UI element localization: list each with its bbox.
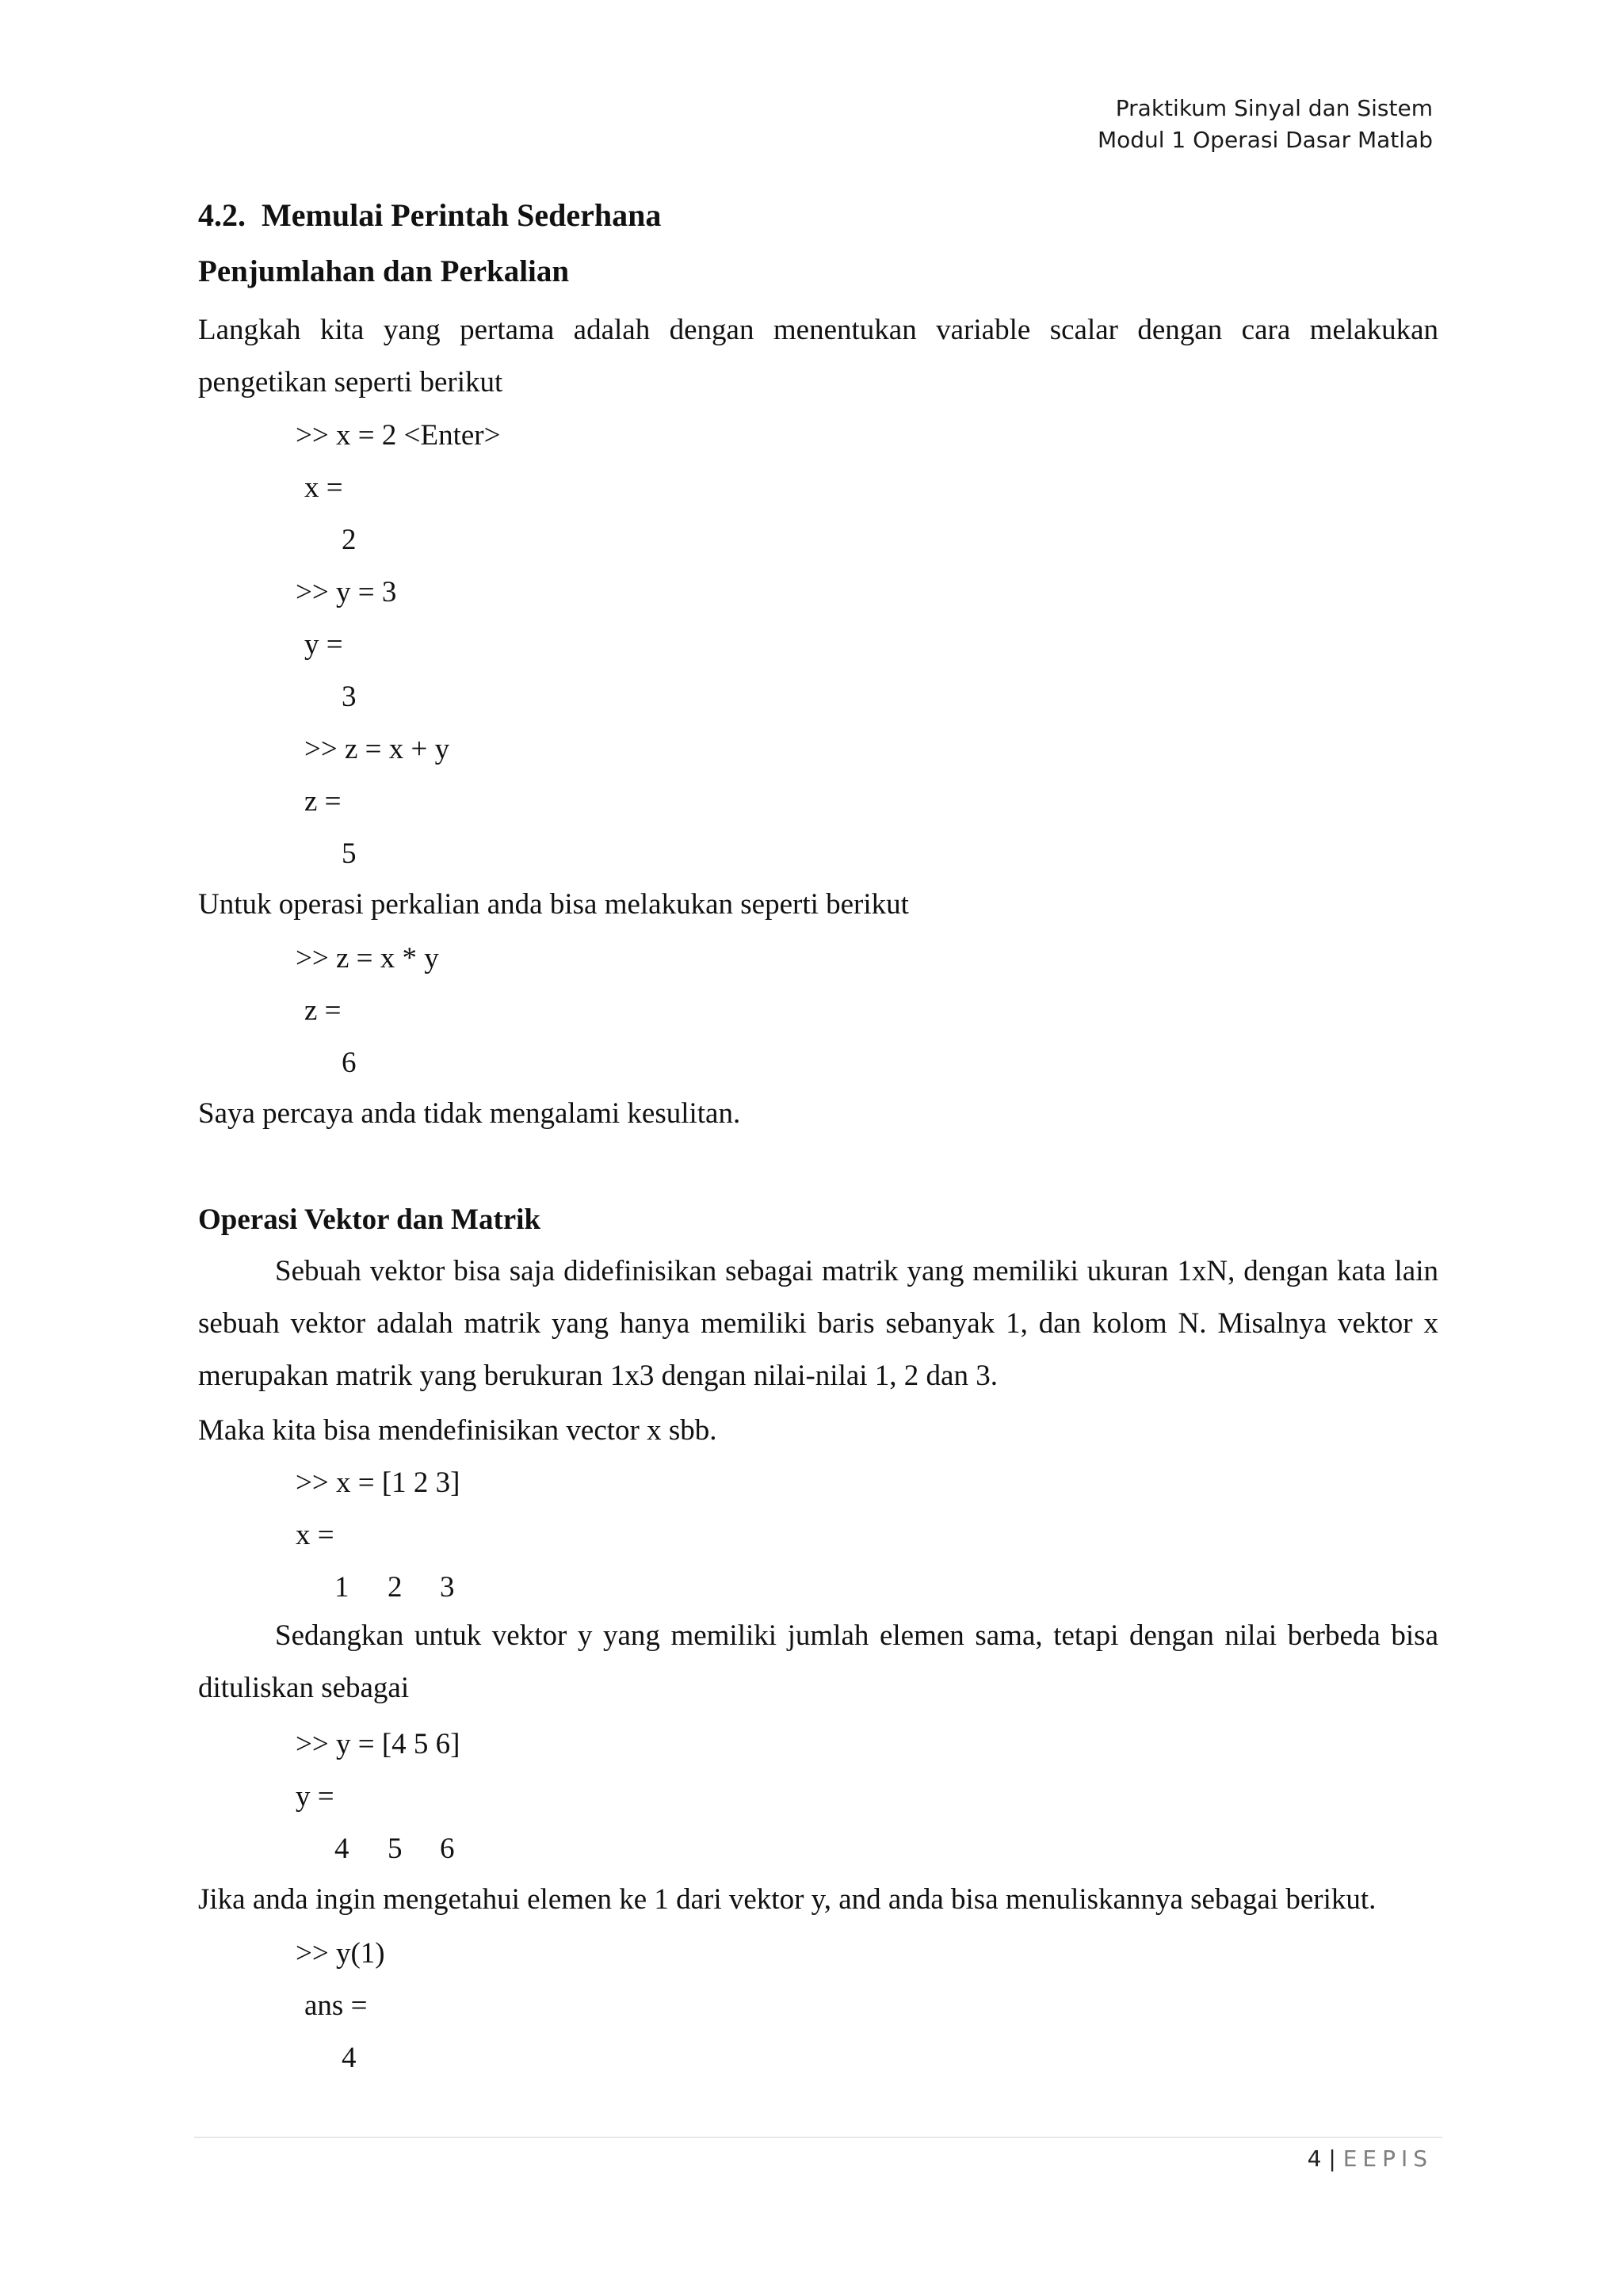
vector-definition-sentence: Maka kita bisa mendefinisikan vector x sbb. bbox=[198, 1414, 717, 1447]
section-title: 4.2. Memulai Perintah Sederhana bbox=[198, 197, 662, 233]
multiplication-intro: Untuk operasi perkalian anda bisa melakukan seperti berikut bbox=[198, 888, 909, 921]
code-output-value: 2 bbox=[388, 1571, 403, 1604]
code-line: 4 bbox=[342, 2042, 357, 2074]
code-line: >> z = x + y bbox=[304, 733, 450, 765]
code-output-value: 1 bbox=[334, 1571, 349, 1604]
vector-paragraph: Sebuah vektor bisa saja didefinisikan sebagai matrik yang memiliki ukuran 1xN, dengan kata lain sebuah vektor adalah matrik yang hanya memiliki baris sebanyak 1, dan kolom N. Misalnya vektor x merupakan matrik yang berukuran 1x3 dengan nilai-nilai 1, 2 dan 3. bbox=[198, 1255, 1438, 1392]
page-footer bbox=[1308, 2145, 1433, 2172]
code-line: z = bbox=[304, 994, 342, 1027]
code-line: >> x = 2 <Enter> bbox=[296, 419, 501, 452]
code-line: 6 bbox=[342, 1047, 357, 1079]
code-line: >> y = 3 bbox=[296, 576, 397, 608]
header-course-title: Praktikum Sinyal dan Sistem bbox=[1115, 95, 1433, 121]
code-line: >> z = x * y bbox=[296, 942, 439, 974]
code-line: y = bbox=[296, 1780, 334, 1813]
code-line: >> y(1) bbox=[296, 1937, 385, 1970]
footer-divider bbox=[194, 2137, 1442, 2138]
footer-institution: EEPIS bbox=[1342, 2145, 1433, 2172]
closing-sentence: Saya percaya anda tidak mengalami kesulitan. bbox=[198, 1097, 741, 1130]
code-line: y = bbox=[304, 628, 343, 661]
code-line: z = bbox=[304, 785, 342, 818]
code-line: 3 bbox=[342, 681, 357, 713]
subsection-title-addition: Penjumlahan dan Perkalian bbox=[198, 254, 570, 288]
code-output-value: 5 bbox=[388, 1833, 403, 1865]
code-line: x = bbox=[296, 1519, 334, 1551]
footer-separator: | bbox=[1328, 2145, 1336, 2172]
code-output-value: 4 bbox=[334, 1833, 349, 1865]
code-line: >> y = [4 5 6] bbox=[296, 1728, 460, 1760]
code-line: 5 bbox=[342, 837, 357, 870]
code-output-value: 6 bbox=[440, 1833, 455, 1865]
intro-paragraph: Langkah kita yang pertama adalah dengan menentukan variable scalar dengan cara melakukan pengetikan seperti berikut bbox=[198, 314, 1438, 399]
vector-y-paragraph: Sedangkan untuk vektor y yang memiliki jumlah elemen sama, tetapi dengan nilai berbeda bisa dituliskan sebagai bbox=[198, 1619, 1438, 1704]
code-line: ans = bbox=[304, 1989, 368, 2022]
page-number: 4 bbox=[1307, 2145, 1322, 2172]
code-line: x = bbox=[304, 471, 343, 504]
code-line: >> x = [1 2 3] bbox=[296, 1466, 460, 1499]
subsection-title-vector: Operasi Vektor dan Matrik bbox=[198, 1203, 541, 1236]
header-module-title: Modul 1 Operasi Dasar Matlab bbox=[1097, 127, 1433, 153]
element-access-sentence: Jika anda ingin mengetahui elemen ke 1 dari vektor y, and anda bisa menuliskannya sebagai berikut. bbox=[198, 1883, 1377, 1916]
code-line: 2 bbox=[342, 524, 357, 556]
code-output-value: 3 bbox=[440, 1571, 455, 1604]
